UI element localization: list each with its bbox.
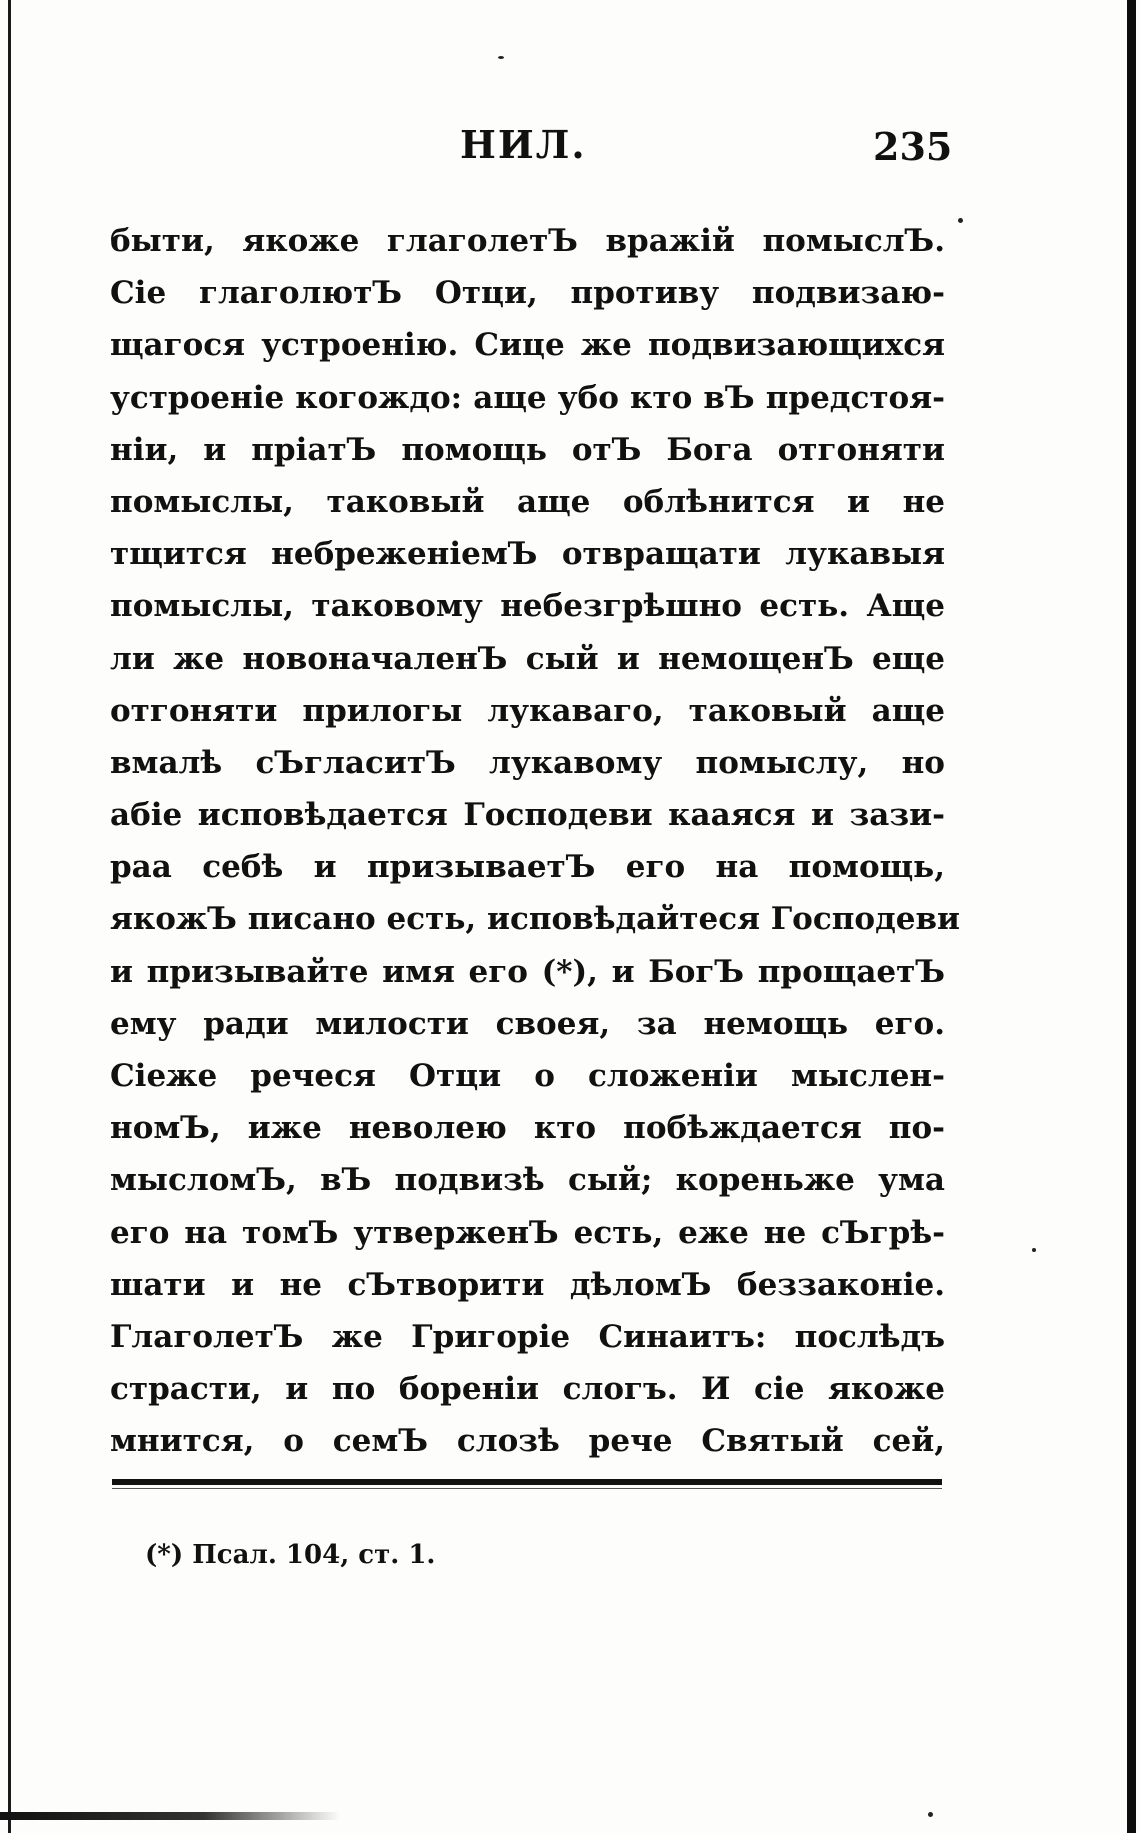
body-text (110, 215, 961, 1468)
scan-smudge (0, 1812, 340, 1820)
text-line: мысломЪ, вЪ подвизѣ сый; кореньже ума (110, 1162, 945, 1199)
text-line: ніи, и пріатЪ помощь отЪ Бога отгоняти (110, 431, 945, 468)
text-line: отгоняти прилогы лукаваго, таковый аще (110, 692, 945, 729)
text-line: ему ради милости своея, за немощь его. (110, 1005, 945, 1042)
scan-speck (1032, 1248, 1036, 1252)
footnote-divider-shadow (112, 1488, 942, 1489)
text-line: помыслы, таковому небезгрѣшно есть. Аще (110, 588, 945, 625)
running-title: НИЛ. (460, 122, 587, 167)
text-line: вмалѣ сЪгласитЪ лукавому помыслу, но (110, 744, 945, 781)
text-line: номЪ, иже неволею кто побѣждается по- (110, 1110, 945, 1147)
text-line: якожЪ писано есть, исповѣдайтеся Господеви (110, 901, 961, 938)
text-line: устроеніе когождо: аще убо кто вЪ предстоя- (110, 379, 945, 416)
scan-speck (928, 1812, 933, 1817)
text-line: его на томЪ утверженЪ есть, еже не сЪгрѣ- (110, 1214, 945, 1251)
text-line: ГлаголетЪ же Григоріе Синаитъ: послѣдъ (110, 1318, 945, 1355)
text-line: абіе исповѣдается Господеви кааяся и зази- (110, 797, 945, 834)
page-number: 235 (873, 124, 953, 169)
text-line: Сіеже речеся Отци о сложеніи мыслен- (110, 1058, 945, 1094)
scan-speck (498, 56, 504, 59)
text-line: быти, якоже глаголетЪ вражій помыслЪ. (110, 223, 945, 259)
page-left-edge (8, 0, 11, 1833)
text-line: Сіе глаголютЪ Отци, противу подвизаю- (110, 275, 945, 312)
text-line: страсти, и по бореніи слогъ. И сіе якоже (110, 1371, 945, 1408)
text-line: ли же новоначаленЪ сый и немощенЪ еще (110, 640, 945, 677)
text-line: раа себѣ и призываетЪ его на помощь, (110, 849, 945, 886)
text-line: щагося устроенію. Сице же подвизающихся (110, 327, 945, 364)
text-line: тщится небреженіемЪ отвращати лукавыя (110, 536, 945, 573)
text-line: помыслы, таковый аще облѣнится и не (110, 483, 945, 520)
footnote: (*) Псал. 104, ст. 1. (145, 1540, 436, 1570)
text-line: мнится, о семЪ слозѣ рече Святый сей, (110, 1423, 945, 1460)
footnote-divider (112, 1479, 942, 1485)
scan-speck (958, 218, 963, 223)
text-line: шати и не сЪтворити дѣломЪ беззаконіе. (110, 1266, 945, 1303)
text-line: и призывайте имя его (*), и БогЪ прощаетЪ (110, 953, 945, 990)
page-right-edge (1127, 0, 1136, 1833)
